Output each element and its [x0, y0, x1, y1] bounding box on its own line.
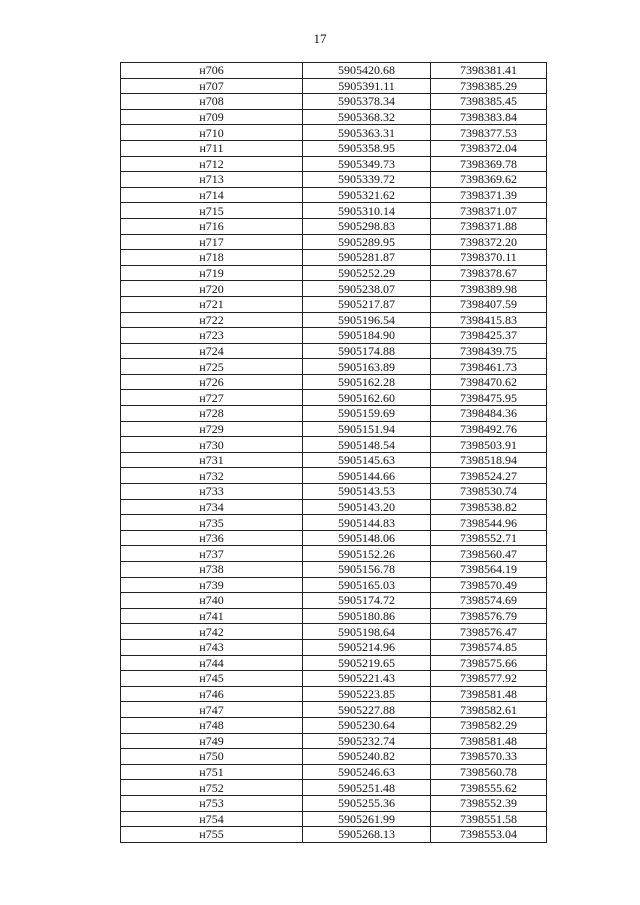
x-coordinate-cell: 5905148.06	[303, 530, 431, 546]
point-id-cell: н733	[121, 484, 303, 500]
point-id-cell: н732	[121, 468, 303, 484]
x-coordinate-cell: 5905310.14	[303, 203, 431, 219]
point-id-cell: н740	[121, 593, 303, 609]
point-id-cell: н718	[121, 250, 303, 266]
x-coordinate-cell: 5905217.87	[303, 296, 431, 312]
table-row	[121, 717, 547, 733]
x-coordinate-cell: 5905144.66	[303, 468, 431, 484]
table-row	[121, 655, 547, 671]
table-row	[121, 234, 547, 250]
y-coordinate-cell: 7398538.82	[431, 499, 547, 515]
x-coordinate-cell: 5905184.90	[303, 328, 431, 344]
y-coordinate-cell: 7398582.29	[431, 717, 547, 733]
y-coordinate-cell: 7398564.19	[431, 562, 547, 578]
table-row	[121, 639, 547, 655]
y-coordinate-cell: 7398524.27	[431, 468, 547, 484]
point-id-cell: н754	[121, 811, 303, 827]
x-coordinate-cell: 5905230.64	[303, 717, 431, 733]
y-coordinate-cell: 7398484.36	[431, 406, 547, 422]
point-id-cell: н731	[121, 452, 303, 468]
y-coordinate-cell: 7398581.48	[431, 686, 547, 702]
table-row	[121, 468, 547, 484]
point-id-cell: н715	[121, 203, 303, 219]
x-coordinate-cell: 5905339.72	[303, 172, 431, 188]
x-coordinate-cell: 5905238.07	[303, 281, 431, 297]
table-row	[121, 484, 547, 500]
point-id-cell: н748	[121, 717, 303, 733]
y-coordinate-cell: 7398371.07	[431, 203, 547, 219]
y-coordinate-cell: 7398544.96	[431, 515, 547, 531]
y-coordinate-cell: 7398530.74	[431, 484, 547, 500]
table-row	[121, 811, 547, 827]
point-id-cell: н744	[121, 655, 303, 671]
y-coordinate-cell: 7398570.33	[431, 749, 547, 765]
table-row	[121, 187, 547, 203]
y-coordinate-cell: 7398470.62	[431, 374, 547, 390]
x-coordinate-cell: 5905246.63	[303, 764, 431, 780]
x-coordinate-cell: 5905368.32	[303, 109, 431, 125]
table-row	[121, 312, 547, 328]
x-coordinate-cell: 5905145.63	[303, 452, 431, 468]
table-row	[121, 795, 547, 811]
point-id-cell: н726	[121, 374, 303, 390]
y-coordinate-cell: 7398492.76	[431, 421, 547, 437]
y-coordinate-cell: 7398389.98	[431, 281, 547, 297]
table-row	[121, 218, 547, 234]
table-row	[121, 406, 547, 422]
y-coordinate-cell: 7398555.62	[431, 780, 547, 796]
x-coordinate-cell: 5905227.88	[303, 702, 431, 718]
y-coordinate-cell: 7398574.69	[431, 593, 547, 609]
point-id-cell: н741	[121, 608, 303, 624]
table-row	[121, 94, 547, 110]
point-id-cell: н749	[121, 733, 303, 749]
point-id-cell: н714	[121, 187, 303, 203]
table-row	[121, 562, 547, 578]
point-id-cell: н745	[121, 671, 303, 687]
y-coordinate-cell: 7398371.88	[431, 218, 547, 234]
point-id-cell: н739	[121, 577, 303, 593]
point-id-cell: н707	[121, 78, 303, 94]
point-id-cell: н755	[121, 827, 303, 843]
x-coordinate-cell: 5905223.85	[303, 686, 431, 702]
table-row	[121, 702, 547, 718]
point-id-cell: н738	[121, 562, 303, 578]
x-coordinate-cell: 5905151.94	[303, 421, 431, 437]
y-coordinate-cell: 7398369.78	[431, 156, 547, 172]
y-coordinate-cell: 7398461.73	[431, 359, 547, 375]
point-id-cell: н729	[121, 421, 303, 437]
table-row	[121, 265, 547, 281]
point-id-cell: н711	[121, 140, 303, 156]
point-id-cell: н721	[121, 296, 303, 312]
table-row	[121, 421, 547, 437]
point-id-cell: н742	[121, 624, 303, 640]
table-row	[121, 452, 547, 468]
y-coordinate-cell: 7398551.58	[431, 811, 547, 827]
y-coordinate-cell: 7398503.91	[431, 437, 547, 453]
table-row	[121, 733, 547, 749]
coordinates-table-body	[121, 63, 547, 843]
x-coordinate-cell: 5905321.62	[303, 187, 431, 203]
y-coordinate-cell: 7398553.04	[431, 827, 547, 843]
x-coordinate-cell: 5905221.43	[303, 671, 431, 687]
table-row	[121, 156, 547, 172]
table-row	[121, 546, 547, 562]
point-id-cell: н743	[121, 639, 303, 655]
point-id-cell: н750	[121, 749, 303, 765]
x-coordinate-cell: 5905281.87	[303, 250, 431, 266]
y-coordinate-cell: 7398378.67	[431, 265, 547, 281]
table-row	[121, 624, 547, 640]
y-coordinate-cell: 7398371.39	[431, 187, 547, 203]
table-row	[121, 140, 547, 156]
table-row	[121, 359, 547, 375]
table-row	[121, 671, 547, 687]
y-coordinate-cell: 7398560.47	[431, 546, 547, 562]
table-row	[121, 63, 547, 79]
table-row	[121, 686, 547, 702]
point-id-cell: н725	[121, 359, 303, 375]
x-coordinate-cell: 5905143.20	[303, 499, 431, 515]
y-coordinate-cell: 7398415.83	[431, 312, 547, 328]
point-id-cell: н708	[121, 94, 303, 110]
page-number: 17	[313, 31, 327, 46]
table-row	[121, 530, 547, 546]
point-id-cell: н713	[121, 172, 303, 188]
table-row	[121, 125, 547, 141]
point-id-cell: н717	[121, 234, 303, 250]
x-coordinate-cell: 5905148.54	[303, 437, 431, 453]
table-row	[121, 203, 547, 219]
y-coordinate-cell: 7398574.85	[431, 639, 547, 655]
x-coordinate-cell: 5905420.68	[303, 63, 431, 79]
x-coordinate-cell: 5905156.78	[303, 562, 431, 578]
x-coordinate-cell: 5905144.83	[303, 515, 431, 531]
point-id-cell: н737	[121, 546, 303, 562]
table-row	[121, 515, 547, 531]
x-coordinate-cell: 5905378.34	[303, 94, 431, 110]
x-coordinate-cell: 5905159.69	[303, 406, 431, 422]
point-id-cell: н735	[121, 515, 303, 531]
y-coordinate-cell: 7398581.48	[431, 733, 547, 749]
x-coordinate-cell: 5905180.86	[303, 608, 431, 624]
y-coordinate-cell: 7398370.11	[431, 250, 547, 266]
point-id-cell: н746	[121, 686, 303, 702]
table-row	[121, 593, 547, 609]
x-coordinate-cell: 5905162.28	[303, 374, 431, 390]
point-id-cell: н712	[121, 156, 303, 172]
point-id-cell: н719	[121, 265, 303, 281]
x-coordinate-cell: 5905232.74	[303, 733, 431, 749]
table-row	[121, 780, 547, 796]
y-coordinate-cell: 7398560.78	[431, 764, 547, 780]
x-coordinate-cell: 5905391.11	[303, 78, 431, 94]
point-id-cell: н724	[121, 343, 303, 359]
table-row	[121, 827, 547, 843]
table-row	[121, 437, 547, 453]
point-id-cell: н727	[121, 390, 303, 406]
y-coordinate-cell: 7398575.66	[431, 655, 547, 671]
x-coordinate-cell: 5905165.03	[303, 577, 431, 593]
y-coordinate-cell: 7398377.53	[431, 125, 547, 141]
y-coordinate-cell: 7398383.84	[431, 109, 547, 125]
x-coordinate-cell: 5905268.13	[303, 827, 431, 843]
y-coordinate-cell: 7398576.47	[431, 624, 547, 640]
table-row	[121, 78, 547, 94]
table-row	[121, 608, 547, 624]
table-row	[121, 328, 547, 344]
y-coordinate-cell: 7398552.71	[431, 530, 547, 546]
x-coordinate-cell: 5905251.48	[303, 780, 431, 796]
y-coordinate-cell: 7398475.95	[431, 390, 547, 406]
table-row	[121, 109, 547, 125]
x-coordinate-cell: 5905162.60	[303, 390, 431, 406]
y-coordinate-cell: 7398425.37	[431, 328, 547, 344]
y-coordinate-cell: 7398385.45	[431, 94, 547, 110]
x-coordinate-cell: 5905219.65	[303, 655, 431, 671]
table-row	[121, 374, 547, 390]
point-id-cell: н723	[121, 328, 303, 344]
point-id-cell: н710	[121, 125, 303, 141]
x-coordinate-cell: 5905289.95	[303, 234, 431, 250]
y-coordinate-cell: 7398439.75	[431, 343, 547, 359]
coordinates-table	[120, 62, 547, 843]
x-coordinate-cell: 5905255.36	[303, 795, 431, 811]
table-row	[121, 296, 547, 312]
x-coordinate-cell: 5905252.29	[303, 265, 431, 281]
table-row	[121, 749, 547, 765]
table-row	[121, 577, 547, 593]
x-coordinate-cell: 5905163.89	[303, 359, 431, 375]
point-id-cell: н730	[121, 437, 303, 453]
y-coordinate-cell: 7398372.04	[431, 140, 547, 156]
point-id-cell: н751	[121, 764, 303, 780]
y-coordinate-cell: 7398552.39	[431, 795, 547, 811]
y-coordinate-cell: 7398407.59	[431, 296, 547, 312]
y-coordinate-cell: 7398576.79	[431, 608, 547, 624]
point-id-cell: н728	[121, 406, 303, 422]
point-id-cell: н753	[121, 795, 303, 811]
x-coordinate-cell: 5905143.53	[303, 484, 431, 500]
table-row	[121, 343, 547, 359]
point-id-cell: н709	[121, 109, 303, 125]
point-id-cell: н716	[121, 218, 303, 234]
x-coordinate-cell: 5905240.82	[303, 749, 431, 765]
table-row	[121, 499, 547, 515]
x-coordinate-cell: 5905214.96	[303, 639, 431, 655]
x-coordinate-cell: 5905174.72	[303, 593, 431, 609]
x-coordinate-cell: 5905349.73	[303, 156, 431, 172]
point-id-cell: н722	[121, 312, 303, 328]
table-row	[121, 250, 547, 266]
y-coordinate-cell: 7398570.49	[431, 577, 547, 593]
point-id-cell: н734	[121, 499, 303, 515]
point-id-cell: н747	[121, 702, 303, 718]
x-coordinate-cell: 5905174.88	[303, 343, 431, 359]
point-id-cell: н720	[121, 281, 303, 297]
x-coordinate-cell: 5905261.99	[303, 811, 431, 827]
table-row	[121, 281, 547, 297]
x-coordinate-cell: 5905196.54	[303, 312, 431, 328]
x-coordinate-cell: 5905358.95	[303, 140, 431, 156]
point-id-cell: н752	[121, 780, 303, 796]
table-row	[121, 172, 547, 188]
x-coordinate-cell: 5905152.26	[303, 546, 431, 562]
point-id-cell: н736	[121, 530, 303, 546]
y-coordinate-cell: 7398369.62	[431, 172, 547, 188]
x-coordinate-cell: 5905198.64	[303, 624, 431, 640]
table-row	[121, 764, 547, 780]
table-row	[121, 390, 547, 406]
y-coordinate-cell: 7398381.41	[431, 63, 547, 79]
x-coordinate-cell: 5905363.31	[303, 125, 431, 141]
x-coordinate-cell: 5905298.83	[303, 218, 431, 234]
y-coordinate-cell: 7398385.29	[431, 78, 547, 94]
y-coordinate-cell: 7398372.20	[431, 234, 547, 250]
y-coordinate-cell: 7398518.94	[431, 452, 547, 468]
point-id-cell: н706	[121, 63, 303, 79]
y-coordinate-cell: 7398582.61	[431, 702, 547, 718]
y-coordinate-cell: 7398577.92	[431, 671, 547, 687]
